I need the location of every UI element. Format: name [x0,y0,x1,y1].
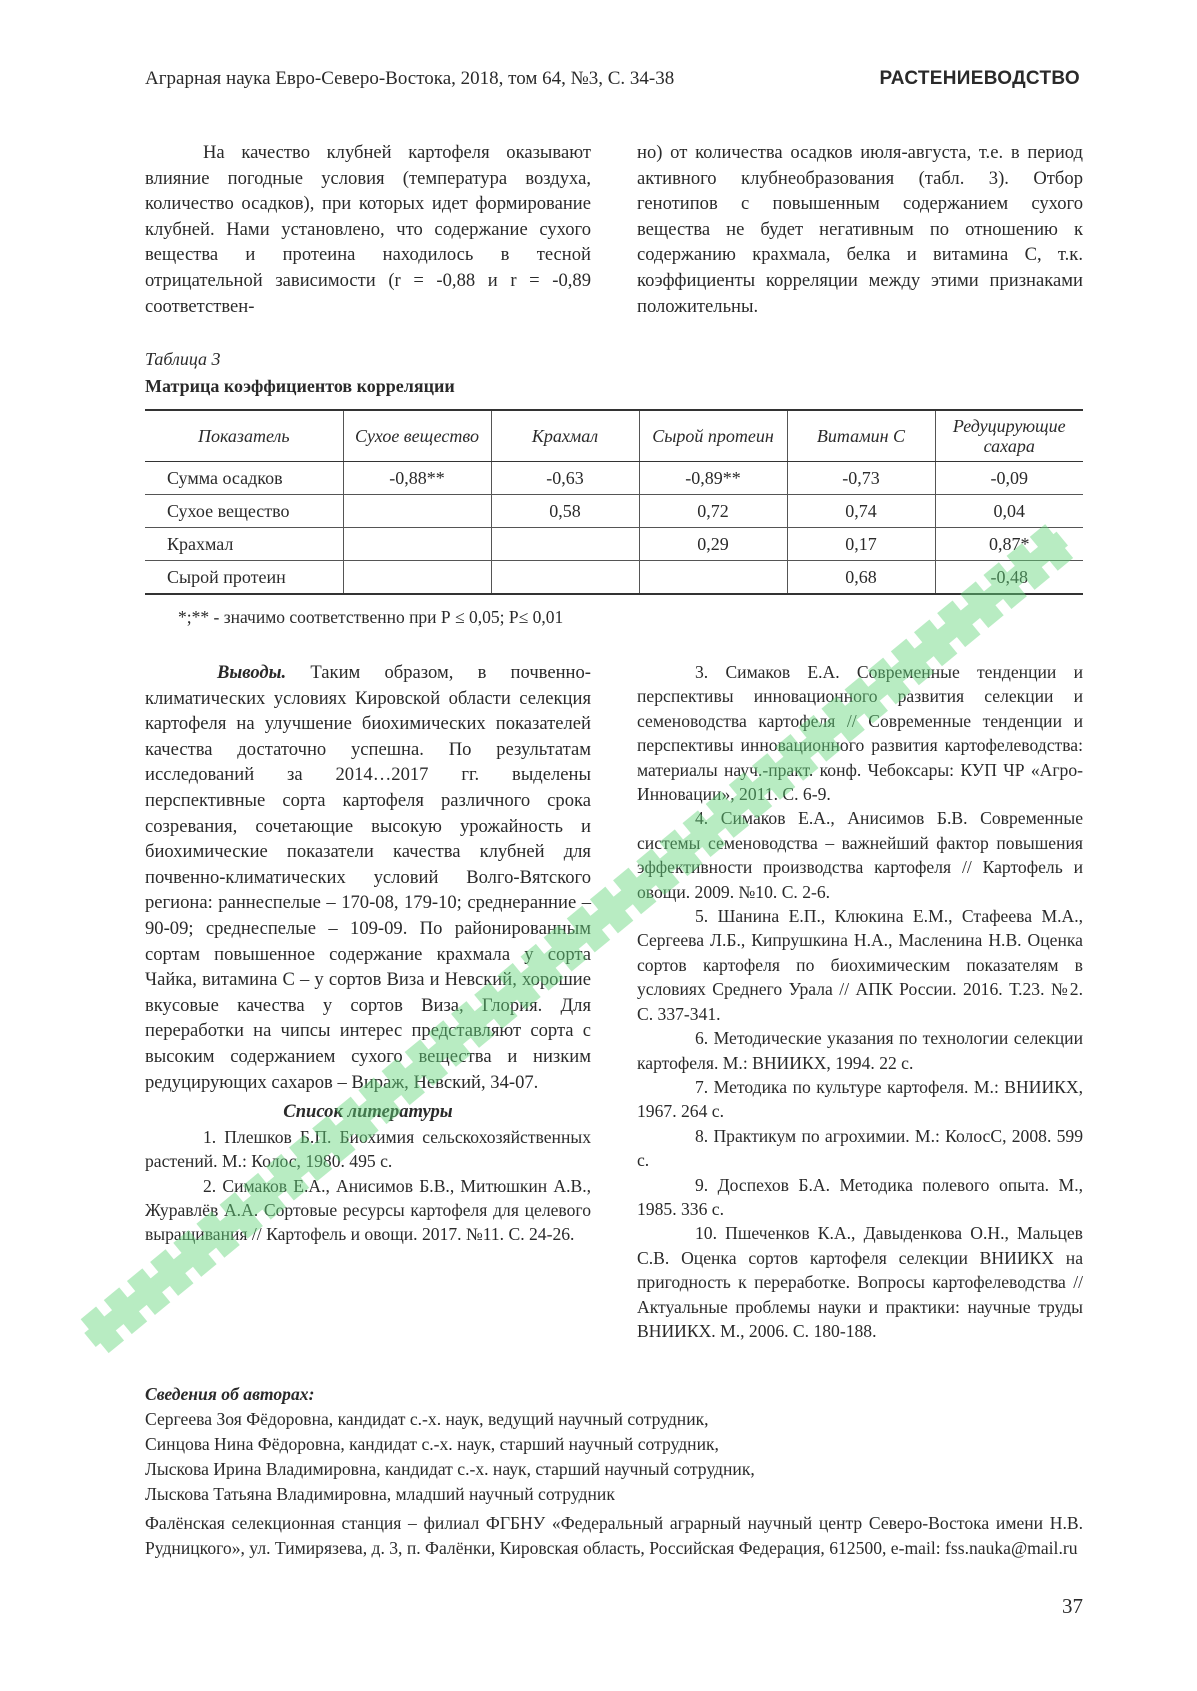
intro-right-column [637,140,1083,319]
table-cell: 0,68 [787,561,935,595]
table-cell: Сырой протеин [145,561,343,595]
table-row [145,528,1083,561]
table-cell: 0,04 [935,495,1083,528]
table-cell: -0,09 [935,462,1083,495]
references-title: Список литературы [283,1101,453,1123]
author-line: Сергеева Зоя Фёдоровна, кандидат с.-х. наук, ведущий научный сотрудник, [145,1409,709,1429]
table-cell [343,528,491,561]
table-cell: Сухое вещество [145,495,343,528]
intro-paragraph: На качество клубней картофеля оказывают влияние погодные условия (температура воздуха, количество осадков), при которых идет формирование клубней. Нами установлено, что содержание сухого вещества и протеина находилось в тесной отрицательной зависимости (r = -0,88 и r = -0,89 соответствен- [145,142,591,317]
table-header-cell: Крахмал [491,410,639,462]
intro-left-column [145,140,591,319]
watermark-block [150,1249,193,1296]
reference-item: 1. Плешков Б.П. Биохимия сельскохозяйственных растений. М.: Колос, 1980. 495 с. [145,1126,591,1172]
reference-item: 5. Шанина Е.П., Клюкина Е.М., Стафеева М.А., Сергеева Л.Б., Кипрушкина Н.А., Масленина Н.В. Оценка сортов картофеля по биохимическим показателям в условиях Среднего Урала // АПК России. 2016. Т.23. №2. С. 337-341. [637,906,1083,1024]
table-cell: -0,89** [639,462,787,495]
table-cell: -0,48 [935,561,1083,595]
reference-item: 3. Симаков Е.А. Современные тенденции и перспективы инновационного развития селекции и семеноводства картофеля // Современные тенденции и перспективы инновационного развития картофелеводства: материалы науч.-практ. конф. Чебоксары: КУП ЧР «Агро-Инновации», 2011. С. 6-9. [637,662,1083,805]
watermark-block [104,1287,147,1334]
affiliation: Фалёнская селекционная станция – филиал ФГБНУ «Федеральный аграрный научный центр Северо-Востока имени Н.В. Рудницкого», ул. Тимирязева, д. 3, п. Фалёнки, Кировская область, Российская Федерация, 612500, e-mail: fss.nauka@mail.ru [145,1513,1083,1558]
authors-title: Сведения об авторах: [145,1384,315,1404]
reference-item: 6. Методические указания по технологии селекции картофеля. М.: ВНИИКХ, 1994. 22 с. [637,1028,1083,1073]
correlation-matrix-table [145,409,1083,595]
table-caption: Таблица 3 [145,349,221,369]
table-cell: 0,72 [639,495,787,528]
table-header-row [145,410,1083,462]
conclusions-lead: Выводы. [217,662,287,683]
table-cell [491,528,639,561]
journal-citation: Аграрная наука Евро-Северо-Востока, 2018, том 64, №3, С. 34-38 [145,68,675,89]
table-cell [343,495,491,528]
table-row [145,495,1083,528]
table-cell: -0,88** [343,462,491,495]
table-cell [343,561,491,595]
reference-item: 10. Пшеченков К.А., Давыденкова О.Н., Мальцев С.В. Оценка сортов картофеля селекции ВНИИКХ на пригодность к переработке. Вопросы картофелеводства // Актуальные проблемы науки и практики: научные труды ВНИИКХ. М., 2006. С. 180-188. [637,1223,1083,1341]
table-header-cell: Сухое вещество [343,410,491,462]
reference-item: 7. Методика по культуре картофеля. М.: ВНИИКХ, 1967. 264 с. [637,1076,1083,1122]
reference-item: 2. Симаков Е.А., Анисимов Б.В., Митюшкин А.В., Журавлёв А.А. Сортовые ресурсы картофеля для целевого выращивания // Картофель и овощи. 2017. №11. С. 24-26. [145,1175,591,1245]
watermark-block [590,887,633,934]
conclusions-left-column [145,660,591,1247]
page-number: 37 [1062,1594,1083,1618]
table-cell: 0,17 [787,528,935,561]
table-header-cell: Показатель [145,410,343,462]
table-header-cell: Витамин С [787,410,935,462]
author-line: Лыскова Татьяна Владимировна, младший научный сотрудник [145,1484,615,1504]
table-title: Матрица коэффициентов корреляции [145,376,455,396]
table-row [145,561,1083,595]
table-cell: Крахмал [145,528,343,561]
reference-item: 8. Практикум по агрохимии. М.: КолосС, 2008. 599 с. [637,1125,1083,1171]
table-cell [639,561,787,595]
reference-item: 4. Симаков Е.А., Анисимов Б.В. Современные системы семеноводства – важнейший фактор повышения эффективности производства картофеля // Картофель и овощи. 2009. №10. С. 2-6. [637,808,1083,902]
table-row [145,462,1083,495]
table-header-cell: Сырой протеин [639,410,787,462]
conclusions-paragraph [145,660,591,1095]
table-footnote: *;** - значимо соответственно при Р ≤ 0,05; Р≤ 0,01 [178,607,564,627]
table-cell: 0,58 [491,495,639,528]
table-header-cell: Редуцирующие сахара [935,410,1083,462]
references-right-column [637,660,1083,1343]
table-cell: -0,63 [491,462,639,495]
table-cell: 0,87* [935,528,1083,561]
conclusions-text: Таким образом, в почвенно-климатических условиях Кировской области селекция картофеля на улучшение биохимических показателей качества достаточно успешна. По результатам исследований за 2014…2017 гг. выделены перспективные сорта картофеля различного срока созревания, сочетающие высокую урожайность и биохимические показатели качества клубней для почвенно-климатических условий Волго-Вятского региона: раннеспелые – 170-08, 179-10; среднеранние – 90-09; среднеспелые – 109-09. По районированным сортам повышенное содержание крахмала у сорта Чайка, витамина С – у сортов Виза и Невский, хорошие вкусовые качества у сортов Виза, Глория. Для переработки на чипсы интерес представляют сорта с высоким содержанием сухого вещества и низким редуцирующих сахаров – Вираж, Невский, 34-07. [145,662,591,1093]
section-title: РАСТЕНИЕВОДСТВО [879,68,1080,89]
table-cell: Сумма осадков [145,462,343,495]
watermark-block [127,1268,170,1315]
table-cell [491,561,639,595]
watermark-block [81,1306,124,1353]
table-cell: -0,73 [787,462,935,495]
watermark-block [937,600,980,647]
table-cell: 0,74 [787,495,935,528]
author-line: Синцова Нина Фёдоровна, кандидат с.-х. наук, старший научный сотрудник, [145,1434,719,1454]
author-line: Лыскова Ирина Владимировна, кандидат с.-х. наук, старший научный сотрудник, [145,1459,755,1479]
reference-item: 9. Доспехов Б.А. Методика полевого опыта. М., 1985. 336 с. [637,1174,1083,1219]
table-cell: 0,29 [639,528,787,561]
authors-block [145,1382,1083,1507]
intro-continuation: но) от количества осадков июля-августа, т.е. в период активного клубнеобразования (табл. 3). Отбор генотипов с повышенным содержанием сухого вещества не будет негативным по отношению к содержанию крахмала, белка и витамина С, т.к. коэффициенты корреляции между этими признаками положительны. [637,142,1083,317]
